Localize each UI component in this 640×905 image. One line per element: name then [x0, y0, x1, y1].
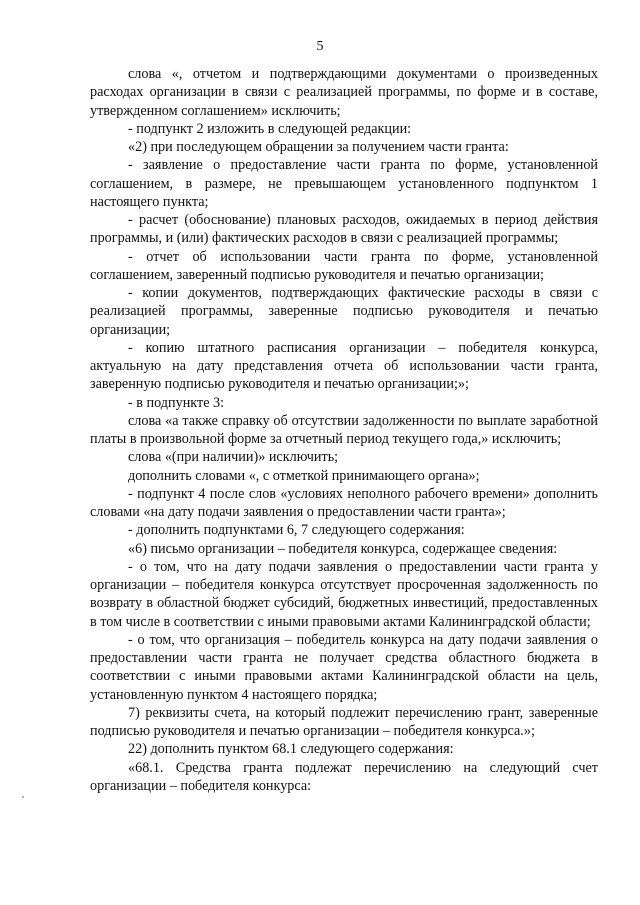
paragraph: дополнить словами «, с отметкой принимающего органа»; — [128, 467, 480, 484]
paragraph: - копии документов, подтверждающих фактические расходы в связи с реализацией программы, заверенные подписью руководителя и печатью организации; — [90, 285, 598, 338]
paragraph: - дополнить подпунктами 6, 7 следующего содержания: — [128, 522, 465, 539]
paragraph: - отчет об использовании части гранта по форме, установленной соглашением, заверенный подписью руководителя и печатью организации; — [90, 248, 598, 283]
paragraph: - о том, что на дату подачи заявления о предоставлении части гранта у организации – победителя конкурса отсутствует просроченная задолженность по возврату в областной бюджет субсидий, бюджетных инвестиций, предоставленных в том числе в соответствии с иными правовыми актами Калининградской области; — [90, 558, 598, 630]
paragraph: 22) дополнить пунктом 68.1 следующего содержания: — [128, 741, 454, 758]
paragraph: - копию штатного расписания организации – победителя конкурса, актуальную на дату представления отчета об использовании части гранта, заверенную подписью руководителя и печатью организации;»; — [90, 339, 598, 393]
paragraph: - расчет (обоснование) плановых расходов, ожидаемых в период действия программы, и (или) фактических расходов в связи с реализацией программы; — [90, 212, 598, 247]
paragraph: - заявление о предоставление части гранта по форме, установленной соглашением, в размере, не превышающем установленного подпунктом 1 настоящего пункта; — [90, 157, 598, 210]
paragraph: слова «а также справку об отсутствии задолженности по выплате заработной платы в произвольной форме за отчетный период текущего года,» исключить; — [90, 412, 598, 447]
paragraph: слова «(при наличии)» исключить; — [128, 449, 339, 466]
paragraph: - в подпункте 3: — [128, 394, 225, 411]
paragraph: - подпункт 2 изложить в следующей редакции: — [128, 120, 412, 137]
paragraph: «2) при последующем обращении за получением части гранта: — [128, 139, 509, 155]
paragraph: - подпункт 4 после слов «условиях неполного рабочего времени» дополнить словами «на дату подачи заявления о предоставлении части гранта»; — [90, 485, 598, 520]
paragraph: 7) реквизиты счета, на который подлежит перечислению грант, заверенные подписью руководителя и печатью организации – победителя конкурса.»; — [90, 704, 598, 739]
scan-artifact — [22, 796, 24, 798]
paragraph: - о том, что организация – победитель конкурса на дату подачи заявления о предоставлении части гранта не получает средства областного бюджета в соответствии с иными правовыми актами Калининградской области на цель, установленную пунктом 4 настоящего порядка; — [90, 631, 598, 703]
paragraph: «6) письмо организации – победителя конкурса, содержащее сведения: — [128, 540, 558, 557]
paragraph: «68.1. Средства гранта подлежат перечислению на следующий счет организации – победителя конкурса: — [90, 759, 598, 794]
paragraph: слова «, отчетом и подтверждающими документами о произведенных расходах организации в связи с реализацией программы, по форме и в составе, утвержденном соглашением» исключить; — [90, 66, 598, 119]
page-number: 5 — [316, 39, 324, 54]
document-body — [90, 65, 598, 795]
